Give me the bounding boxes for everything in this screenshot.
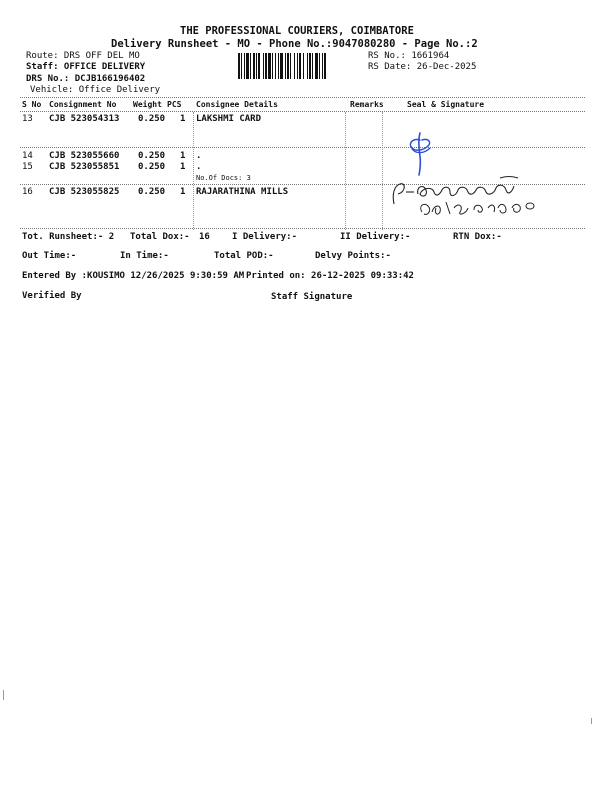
total-pod: Total POD:- — [214, 251, 274, 261]
col-pcs: PCS — [167, 100, 182, 109]
row-consignment-no: CJB 523055825 — [49, 187, 120, 197]
company-title: THE PROFESSIONAL COURIERS, COIMBATORE — [180, 25, 414, 37]
ii-delivery: II Delivery:- — [340, 232, 411, 242]
col-sno: S No — [22, 100, 42, 109]
delvy-points: Delvy Points:- — [315, 251, 391, 261]
col-separator — [193, 112, 194, 230]
total-dox-value: 16 — [199, 232, 210, 242]
row-consignment-no: CJB 523055660 — [49, 151, 120, 161]
barcode — [238, 53, 366, 79]
scan-speck — [3, 690, 4, 700]
drs-number: DRS No.: DCJB166196402 — [26, 74, 146, 84]
runsheet-subtitle: Delivery Runsheet - MO - Phone No.:9047080280 - Page No.:2 — [111, 38, 478, 50]
signature-mark-blue — [400, 128, 440, 178]
row-pcs: 1 — [180, 187, 186, 197]
route-info: Route: DRS OFF DEL MO — [26, 51, 140, 61]
row-pcs: 1 — [180, 162, 186, 172]
table-header-rule — [20, 111, 585, 112]
row-pcs: 1 — [180, 151, 186, 161]
staff-signature: Staff Signature — [271, 292, 353, 302]
row-consignment-no: CJB 523055851 — [49, 162, 120, 172]
rs-number: RS No.: 1661964 — [368, 51, 450, 61]
printed-on: Printed on: 26-12-2025 09:33:42 — [246, 271, 414, 281]
row-sno: 14 — [22, 151, 33, 161]
staff-info: Staff: OFFICE DELIVERY — [26, 62, 146, 72]
in-time: In Time:- — [120, 251, 169, 261]
verified-by: Verified By — [22, 291, 82, 301]
row-consignee: RAJARATHINA MILLS — [196, 187, 289, 197]
signature-mark-black — [388, 172, 548, 220]
table-bottom-rule — [20, 228, 585, 229]
row-weight: 0.250 — [138, 187, 166, 197]
row-consignment-no: CJB 523054313 — [49, 114, 120, 124]
col-separator — [345, 112, 346, 230]
col-consignment: Consignment No — [49, 100, 117, 109]
col-separator — [382, 112, 383, 230]
vehicle-info: Vehicle: Office Delivery — [30, 85, 161, 95]
row-consignee: . — [196, 162, 202, 172]
row-sno: 15 — [22, 162, 33, 172]
tot-runsheet: Tot. Runsheet:- 2 — [22, 232, 115, 242]
i-delivery: I Delivery:- — [232, 232, 298, 242]
row-weight: 0.250 — [138, 151, 166, 161]
col-weight: Weight — [133, 100, 162, 109]
row-rule — [20, 147, 585, 148]
row-sno: 13 — [22, 114, 33, 124]
rs-date: RS Date: 26-Dec-2025 — [368, 62, 477, 72]
out-time: Out Time:- — [22, 251, 77, 261]
col-consignee: Consignee Details — [196, 100, 278, 109]
col-seal-signature: Seal & Signature — [407, 100, 485, 109]
row-weight: 0.250 — [138, 114, 166, 124]
row-consignee: LAKSHMI CARD — [196, 114, 262, 124]
scan-speck — [591, 718, 592, 724]
row-sno: 16 — [22, 187, 33, 197]
total-dox-label: Total Dox:- — [130, 232, 190, 242]
col-remarks: Remarks — [350, 100, 384, 109]
table-top-rule — [20, 97, 585, 98]
entered-by: Entered By :KOUSIMO 12/26/2025 9:30:59 AM — [22, 271, 245, 281]
row-weight: 0.250 — [138, 162, 166, 172]
rtn-dox: RTN Dox:- — [453, 232, 502, 242]
row-consignee: . — [196, 151, 202, 161]
row-pcs: 1 — [180, 114, 186, 124]
no-of-docs: No.Of Docs: 3 — [196, 174, 251, 182]
